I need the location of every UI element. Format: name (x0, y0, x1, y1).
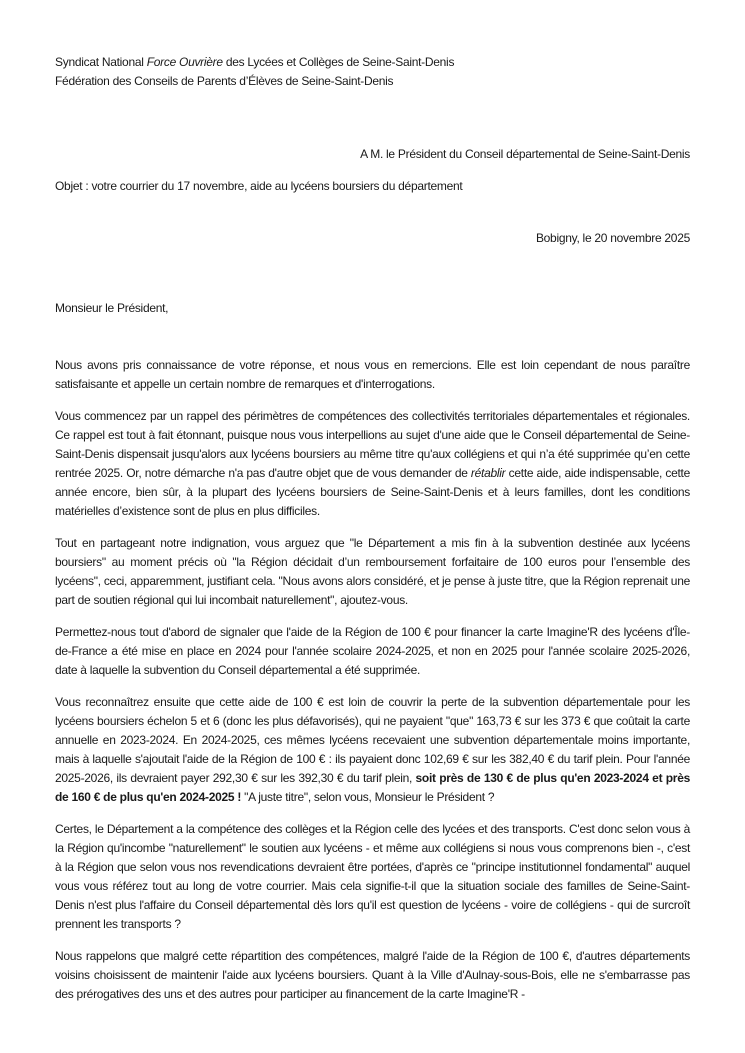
sender-block (55, 53, 690, 91)
date-line: Bobigny, le 20 novembre 2025 (535, 231, 690, 245)
subject-line: Objet : votre courrier du 17 novembre, aide au lycéens boursiers du département (55, 179, 463, 193)
paragraph-2-emphasis-retablir: rétablir (470, 466, 506, 480)
paragraph-2 (55, 407, 690, 521)
paragraph-6: Certes, le Département a la compétence des collèges et la Région celle des lycées et des transports. C'est donc selon vous à la Région qu'incombe "naturellement" le soutien aux lycéens - et même aux collégiens si nous vous comprenons bien -, c'est à la Région que selon vous nos revendications devraient être portées, d'après ce "principe institutionnel fondamental" auquel vous vous référez tout au long de votre courrier. Mais cela signifie-t-il que la situation sociale des familles de Seine-Saint-Denis n'est plus l'affaire du Conseil départemental dès lors qu'il est question de lycéens - voire de collégiens - qui de surcroît prennent les transports ? (55, 822, 690, 931)
sender-line-1 (55, 53, 690, 72)
paragraph-1: Nous avons pris connaissance de votre réponse, et nous vous en remercions. Elle est loin cependant de nous paraître satisfaisante et appelle un certain nombre de remarques et d'interrogations. (55, 358, 690, 391)
paragraph-2-text-pre: Vous commencez par un rappel des périmètres de compétences des collectivités territoriales départementales et régionales. Ce rappel est tout à fait étonnant, puisque nous vous interpellions au sujet d'une aide que le Conseil départemental de Seine-Saint-Denis dispensait jusqu'alors aux lycéens boursiers au même titre qu'aux collégiens et qui n’a été supprimée qu’en cette rentrée 2025. Or, notre démarche n'a pas d'autre objet que de vous demander de (55, 409, 690, 480)
paragraph-4: Permettez-nous tout d'abord de signaler que l'aide de la Région de 100 € pour financer la carte Imagine'R des lycéens d'Île-de-France a été mise en place en 2024 pour l'année scolaire 2024-2025, et non en 2025 pour l'année scolaire 2025-2026, date à laquelle la subvention du Conseil départemental a été supprimée. (55, 625, 690, 677)
sender-org-1-pre: Syndicat National (55, 55, 147, 69)
paragraph-5 (55, 693, 690, 807)
sender-line-2: Fédération des Conseils de Parents d’Élèves de Seine-Saint-Denis (55, 74, 394, 88)
recipient-line: A M. le Président du Conseil départemental de Seine-Saint-Denis (360, 147, 690, 161)
paragraph-5-bold-price-comparison: soit près de 130 € de plus qu'en 2023-2024 et près de 160 € de plus qu'en 2024-2025 ! (55, 771, 690, 804)
sender-org-1-post: des Lycées et Collèges de Seine-Saint-Denis (222, 55, 455, 69)
paragraph-3: Tout en partageant notre indignation, vous arguez que "le Département a mis fin à la subvention destinée aux lycéens boursiers" au moment précis où "la Région décidait d’un remboursement forfaitaire de 100 euros pour l’ensemble des lycéens", ceci, apparemment, justifiant cela. "Nous avons alors considéré, et je pense à juste titre, que la Région reprenait une part de soutien régional qui lui incombait naturellement", ajoutez-vous. (55, 536, 690, 607)
salutation: Monsieur le Président, (55, 301, 169, 315)
paragraph-2-text-post: cette aide, aide indispensable, cette année encore, bien sûr, à la plupart des lycéens boursiers de Seine-Saint-Denis et à leurs familles, dont les conditions matérielles d’existence sont de plus en plus difficiles. (55, 466, 690, 518)
paragraph-5-text-post: "A juste titre", selon vous, Monsieur le Président ? (241, 790, 495, 804)
paragraph-7: Nous rappelons que malgré cette répartition des compétences, malgré l'aide de la Région de 100 €, d'autres départements voisins choisissent de maintenir l'aide aux lycéens boursiers. Quant à la Ville d'Aulnay-sous-Bois, elle ne s'embarrasse pas des prérogatives des uns et des autres pour participer au financement de la carte Imagine'R - (55, 949, 690, 1001)
sender-org-1-name: Force Ouvrière (146, 55, 223, 69)
paragraph-5-text-pre: Vous reconnaîtrez ensuite que cette aide de 100 € est loin de couvrir la perte de la subvention départementale pour les lycéens boursiers échelon 5 et 6 (donc les plus défavorisés), qui ne payaient "que" 163,73 € sur les 373 € que coûtait la carte annuelle en 2023-2024. En 2024-2025, ces mêmes lycéens recevaient une subvention départementale moins importante, mais à laquelle s'ajoutait l'aide de la Région de 100 € : ils payaient donc 102,69 € sur les 382,40 € du tarif plein. Pour l'année 2025-2026, ils devraient payer 292,30 € sur les 392,30 € du tarif plein, (55, 695, 690, 785)
